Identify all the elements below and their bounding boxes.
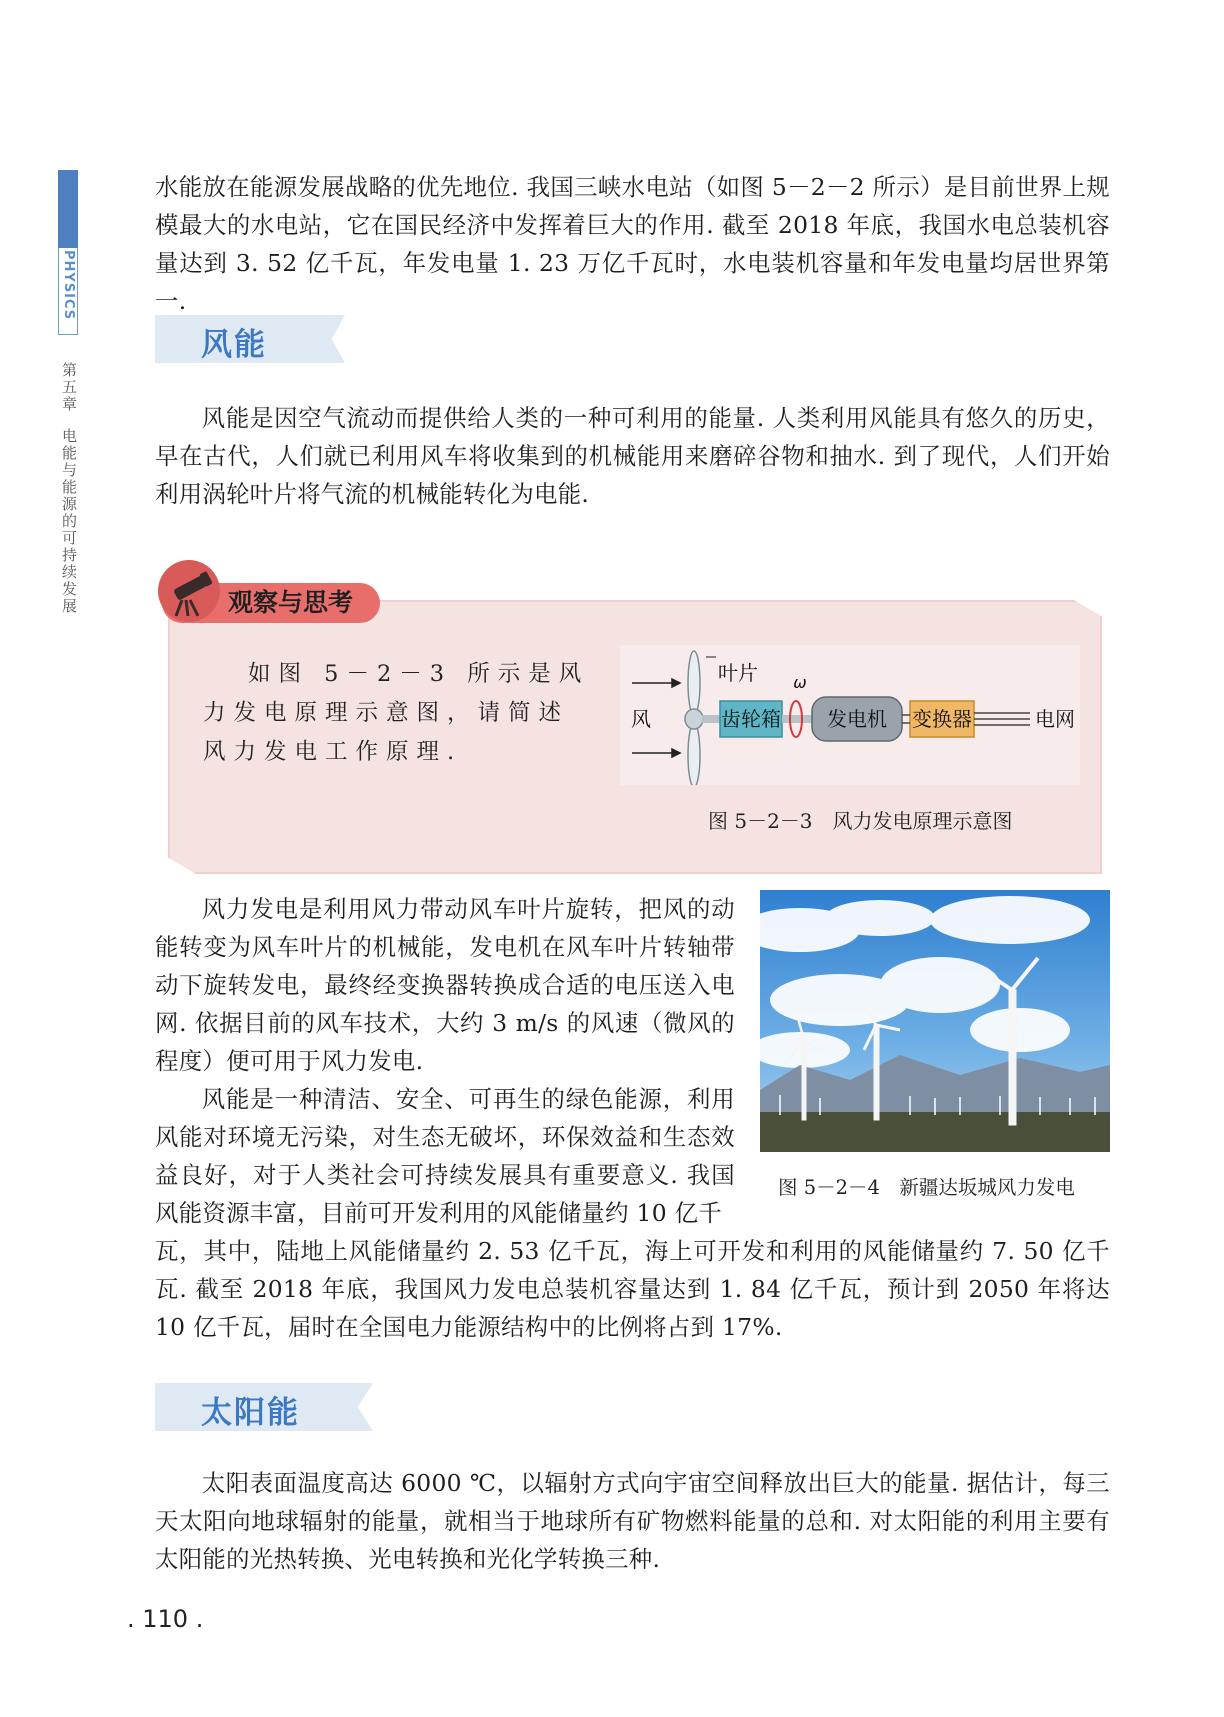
chapter-number: 第五章 bbox=[60, 362, 78, 413]
observe-think-title: 观察与思考 bbox=[228, 588, 354, 617]
paragraph-wind-intro: 风能是因空气流动而提供给人类的一种可利用的能量. 人类利用风能具有悠久的历史，早在古代，人们就已利用风车将收集到的机械能用来磨碎谷物和抽水. 到了现代，人们开始利用涡轮叶片将气流的机械能转化为电能. bbox=[155, 404, 1110, 508]
label-omega: ω bbox=[793, 673, 807, 692]
paragraph-wind-resource-b: 瓦，其中，陆地上风能储量约 2. 53 亿千瓦，海上可开发和利用的风能储量约 7. 50 亿千瓦. 截至 2018 年底，我国风力发电总装机容量达到 1. 84 亿千瓦，预计到 2050 年将达 10 亿千瓦，届时在全国电力能源结构中的比例将占到 17%. bbox=[155, 1237, 1110, 1341]
heading-wind-text: 风能 bbox=[201, 327, 267, 363]
label-generator: 发电机 bbox=[827, 707, 887, 731]
paragraph-wind-resource-a: 风能是一种清洁、安全、可再生的绿色能源，利用风能对环境无污染，对生态无破坏，环保效益和生态效益良好，对于人类社会可持续发展具有重要意义. 我国风能资源丰富，目前可开发利用的风能储量约 10 亿千 bbox=[155, 1085, 735, 1227]
label-wind: 风 bbox=[631, 707, 651, 731]
observe-think-text: 如图 5－2－3 所示是风力发电原理示意图，请简述风力发电工作原理. bbox=[203, 661, 590, 765]
side-tab bbox=[58, 170, 78, 336]
figure-caption-5-2-3: 图 5－2－3 风力发电原理示意图 bbox=[708, 809, 1013, 833]
label-gearbox: 齿轮箱 bbox=[721, 707, 781, 731]
heading-wind bbox=[155, 315, 345, 363]
paragraph-wind-generation: 风力发电是利用风力带动风车叶片旋转，把风的动能转变为风车叶片的机械能，发电机在风车叶片转轴带动下旋转发电，最终经变换器转换成合适的电压送入电网. 依据目前的风车技术，大约 3 m/s 的风速（微风的程度）便可用于风力发电. bbox=[155, 895, 735, 1075]
telescope-icon bbox=[158, 560, 220, 622]
label-blade: 叶片 bbox=[718, 661, 758, 685]
wind-power-diagram bbox=[620, 645, 1080, 785]
side-tab-color-block bbox=[58, 170, 78, 248]
page-number: . 110 . bbox=[127, 1605, 204, 1633]
label-converter: 变换器 bbox=[912, 707, 972, 731]
label-grid: 电网 bbox=[1035, 707, 1075, 731]
chapter-title: 电能与能源的可持续发展 bbox=[60, 428, 78, 615]
paragraph-solar: 太阳表面温度高达 6000 ℃，以辐射方式向宇宙空间释放出巨大的能量. 据估计，每三天太阳向地球辐射的能量，就相当于地球所有矿物燃料能量的总和. 对太阳能的利用主要有太阳能的光热转换、光电转换和光化学转换三种. bbox=[155, 1469, 1110, 1573]
wind-farm-photo bbox=[760, 890, 1110, 1152]
heading-solar bbox=[155, 1383, 373, 1431]
side-tab-physics: PHYSICS bbox=[61, 250, 76, 321]
paragraph-hydro: 水能放在能源发展战略的优先地位. 我国三峡水电站（如图 5－2－2 所示）是目前世界上规模最大的水电站，它在国民经济中发挥着巨大的作用. 截至 2018 年底，我国水电总装机容量达到 3. 52 亿千瓦，年发电量 1. 23 万亿千瓦时，水电装机容量和年发电量均居世界第一. bbox=[155, 173, 1110, 315]
heading-solar-text: 太阳能 bbox=[201, 1395, 300, 1431]
figure-caption-5-2-4: 图 5－2－4 新疆达坂城风力发电 bbox=[778, 1176, 1075, 1199]
